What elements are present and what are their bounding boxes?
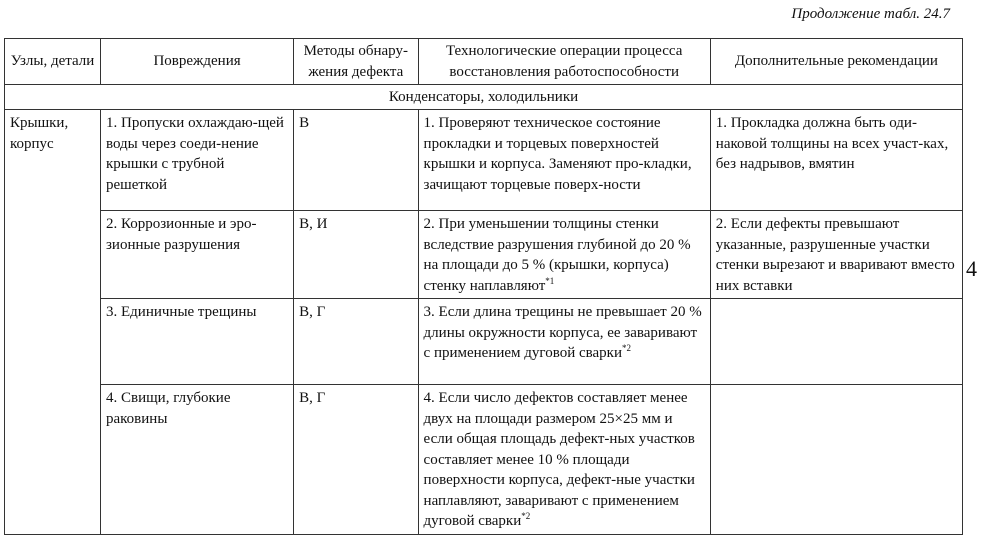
footnote-mark: *2	[521, 511, 531, 521]
footnote-mark: *1	[545, 275, 555, 286]
table-row	[5, 211, 963, 299]
damage-cell: 4. Свищи, глубокие раковины	[101, 385, 294, 535]
node-cell: Крышки, корпус	[5, 110, 101, 535]
table-header-row	[5, 39, 963, 85]
operations-cell	[418, 299, 710, 385]
header-operations: Технологические операции процесса восстановления работоспособности	[418, 39, 710, 85]
methods-cell: В, И	[294, 211, 418, 299]
methods-cell: В	[294, 110, 418, 211]
table-row	[5, 110, 963, 211]
section-title: Конденсаторы, холодильники	[5, 85, 963, 110]
header-nodes: Узлы, детали	[5, 39, 101, 85]
section-row	[5, 85, 963, 110]
methods-cell: В, Г	[294, 385, 418, 535]
damage-cell: 1. Пропуски охлаждаю-щей воды через соеди-нение крышки с трубной решеткой	[101, 110, 294, 211]
operations-text: 1. Проверяют техническое состояние прокладки и торцевых поверхностей крышки и корпуса. Заменяют про-кладки, зачищают торцевые поверх-ности	[423, 115, 692, 193]
table-row	[5, 299, 963, 385]
damage-cell: 2. Коррозионные и эро-зионные разрушения	[101, 211, 294, 299]
methods-cell: В, Г	[294, 299, 418, 385]
header-recommendations: Дополнительные рекомендации	[710, 39, 962, 85]
repair-table	[4, 38, 963, 535]
recommendations-cell: 1. Прокладка должна быть оди-наковой толщины на всех участ-ках, без надрывов, вмятин	[710, 110, 962, 211]
header-methods: Методы обнару-жения дефекта	[294, 39, 418, 85]
table-caption: Продолжение табл. 24.7	[791, 6, 950, 22]
recommendations-cell	[710, 299, 962, 385]
recommendations-cell	[710, 385, 962, 535]
header-damage: Повреждения	[101, 39, 294, 85]
operations-cell	[418, 211, 710, 299]
damage-cell: 3. Единичные трещины	[101, 299, 294, 385]
operations-text: 3. Если длина трещины не превышает 20 % длины окружности корпуса, ее заваривают с применением дуговой сварки	[423, 304, 702, 361]
page-number: 4	[966, 256, 977, 281]
table-row	[5, 385, 963, 535]
operations-text: 4. Если число дефектов составляет менее двух на площади размером 25×25 мм и если общая площадь дефект-ных участков составляет менее 10 % площади поверхности корпуса, дефект-ные участки наплавляют, заваривают с применением дуговой сварки	[423, 390, 695, 529]
operations-cell	[418, 110, 710, 211]
operations-cell	[418, 385, 710, 535]
recommendations-cell: 2. Если дефекты превышают указанные, разрушенные участки стенки вырезают и вваривают вместо них вставки	[710, 211, 962, 299]
footnote-mark: *2	[621, 343, 631, 353]
operations-text: 2. При уменьшении толщины стенки вследствие разрушения глубиной до 20 % на площади до 5 % (крышки, корпуса) стенку наплавляют	[423, 216, 691, 294]
